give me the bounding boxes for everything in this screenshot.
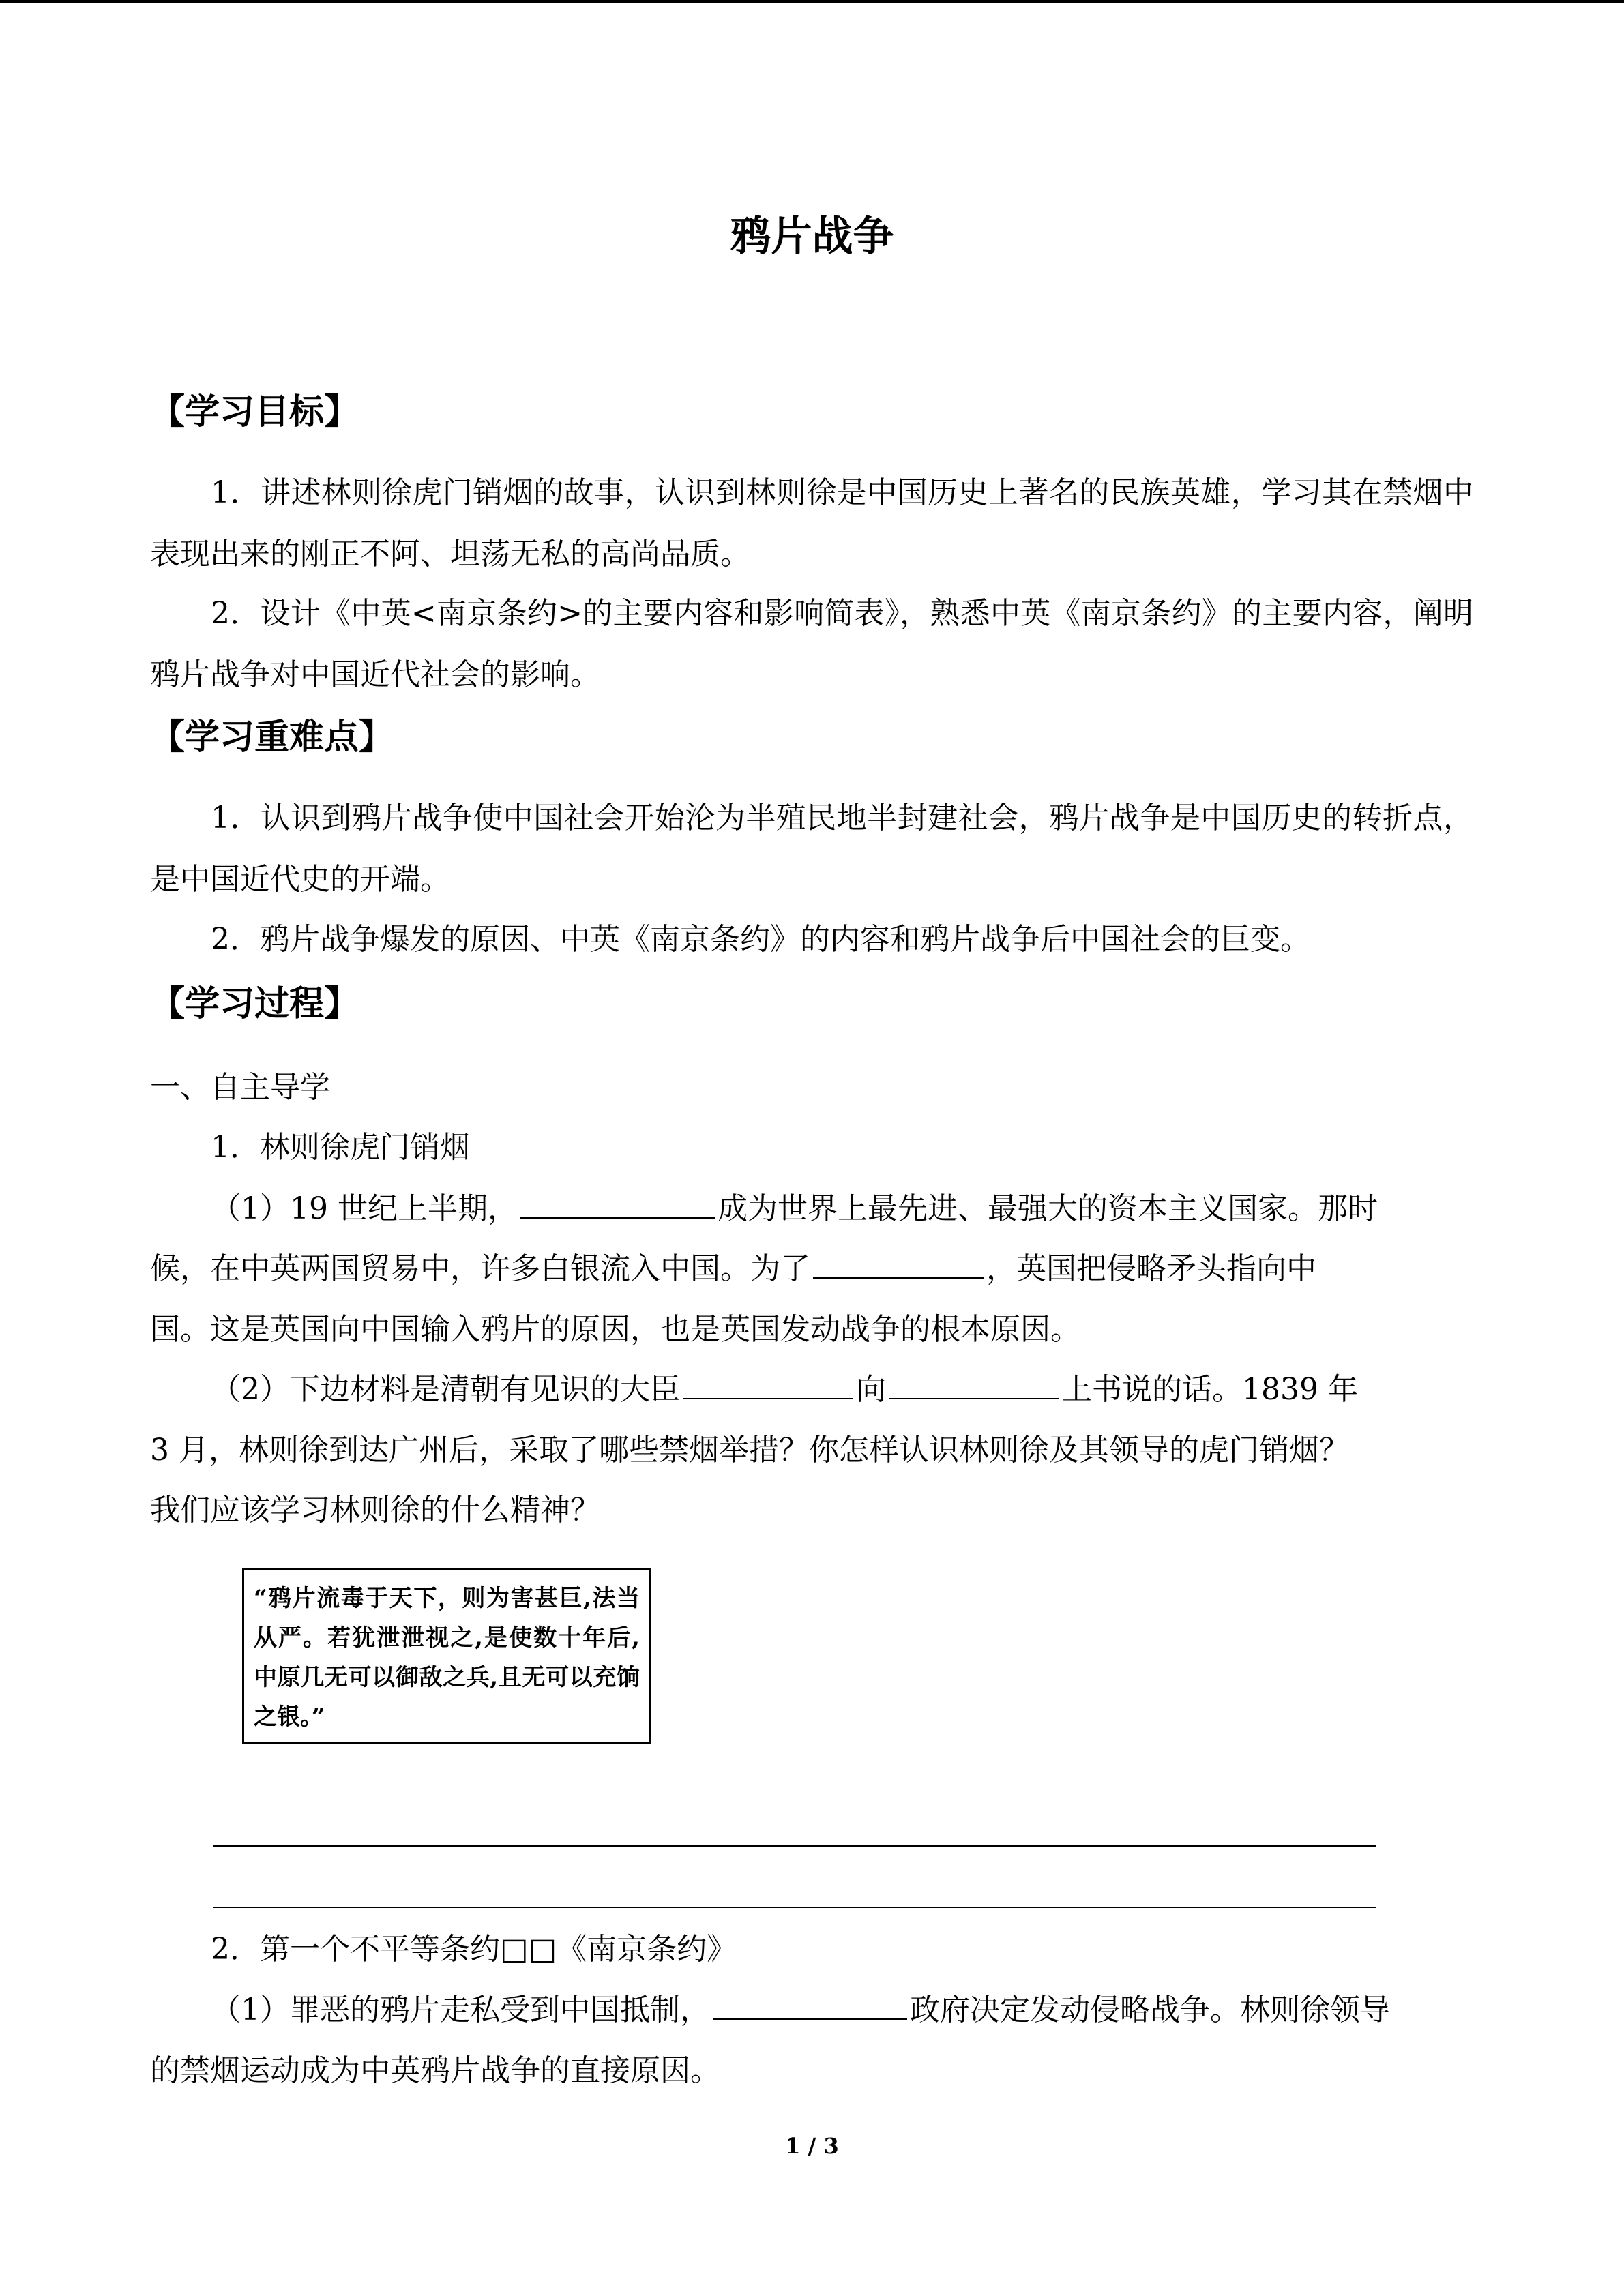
question-2-line-1 — [211, 1369, 1358, 1410]
objective-1: 1．讲述林则徐虎门销烟的故事，认识到林则徐是中国历史上著名的民族英雄，学习其在禁烟中表现出来的刚正不阿、坦荡无私的高尚品质。 — [150, 475, 1473, 571]
question-2-line-2: 3 月，林则徐到达广州后，采取了哪些禁烟举措？你怎样认识林则徐及其领导的虎门销烟？ — [150, 1433, 1349, 1467]
objective-2: 2．设计《中英<南京条约>的主要内容和影响简表》，熟悉中英《南京条约》的主要内容，阐明鸦片战争对中国近代社会的影响。 — [150, 596, 1473, 692]
page-title: 鸦片战争 — [730, 213, 894, 260]
part-1-title: 一、自主导学 — [150, 1070, 330, 1105]
question-1-line-1 — [211, 1189, 1378, 1229]
question-1-text-a: （1）19 世纪上半期， — [211, 1191, 518, 1226]
question-1-text-d: ，英国把侵略矛头指向中 — [986, 1251, 1316, 1286]
answer-blank-2[interactable] — [813, 1249, 984, 1279]
answer-blank-3[interactable] — [683, 1369, 853, 1399]
key-point-1: 1．认识到鸦片战争使中国社会开始沦为半殖民地半封建社会，鸦片战争是中国历史的转折点，是中国近代史的开端。 — [150, 801, 1473, 897]
heading-key-points: 【学习重难点】 — [150, 717, 394, 758]
answer-blank-5[interactable] — [713, 1990, 907, 2020]
top-border — [0, 0, 1624, 3]
page-number: 1 / 3 — [785, 2133, 839, 2159]
question-2-line-3: 我们应该学习林则徐的什么精神？ — [150, 1493, 600, 1527]
question-3-line-1 — [211, 1990, 1390, 2031]
question-2-text-c: 上书说的话。1839 年 — [1062, 1372, 1358, 1407]
quote-box: “鸦片流毒于天下，则为害甚巨,法当从严。若犹泄泄视之,是使数十年后,中原几无可以御敌之兵,且无可以充饷之银。” — [242, 1568, 651, 1744]
answer-blank-4[interactable] — [889, 1369, 1059, 1399]
question-1-text-c: 候，在中英两国贸易中，许多白银流入中国。为了 — [150, 1251, 810, 1286]
heading-process: 【学习过程】 — [150, 984, 359, 1024]
answer-line-1[interactable] — [213, 1845, 1376, 1847]
question-2-text-a: （2）下边材料是清朝有见识的大臣 — [211, 1372, 680, 1407]
question-1-line-3: 国。这是英国向中国输入鸦片的原因，也是英国发动战争的根本原因。 — [150, 1312, 1080, 1347]
answer-line-2[interactable] — [213, 1907, 1376, 1908]
item-2-title: 2．第一个不平等条约□□《南京条约》 — [211, 1932, 737, 1967]
heading-objectives: 【学习目标】 — [150, 392, 359, 432]
key-point-2: 2．鸦片战争爆发的原因、中英《南京条约》的内容和鸦片战争后中国社会的巨变。 — [211, 922, 1310, 957]
question-2-text-b: 向 — [856, 1372, 886, 1407]
answer-blank-1[interactable] — [520, 1189, 715, 1219]
question-1-text-b: 成为世界上最先进、最强大的资本主义国家。那时 — [717, 1191, 1378, 1226]
item-1-title: 1．林则徐虎门销烟 — [211, 1130, 470, 1165]
question-3-text-b: 政府决定发动侵略战争。林则徐领导 — [910, 1993, 1390, 2027]
question-3-line-2: 的禁烟运动成为中英鸦片战争的直接原因。 — [150, 2053, 720, 2088]
question-1-line-2 — [150, 1249, 1316, 1289]
question-3-text-a: （1）罪恶的鸦片走私受到中国抵制， — [211, 1993, 710, 2027]
